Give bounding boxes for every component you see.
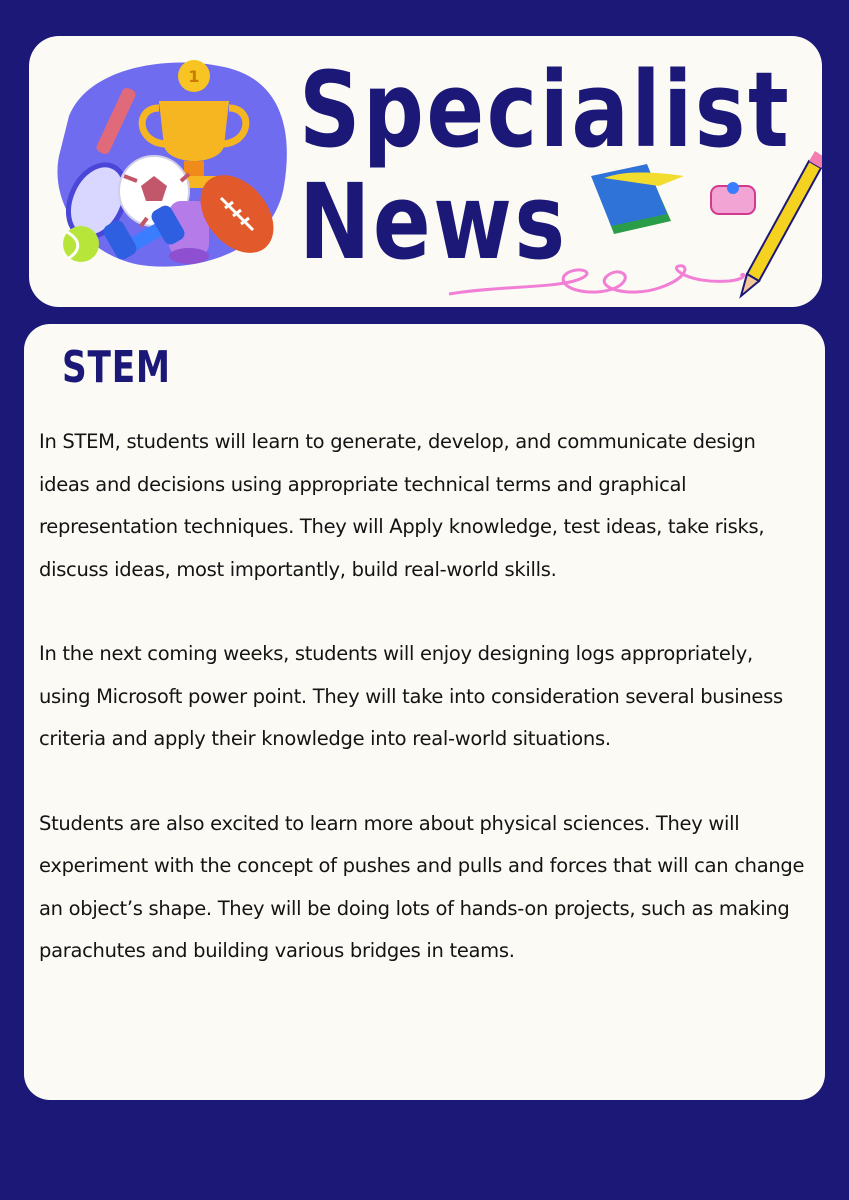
pencil-sharpener-icon bbox=[711, 182, 755, 214]
page-title-line-2: News bbox=[299, 161, 568, 283]
section-title: STEM bbox=[62, 342, 171, 393]
pencil-icon bbox=[741, 151, 822, 296]
tennis-ball-icon bbox=[63, 226, 99, 262]
article-body bbox=[39, 421, 809, 1015]
paragraph: Students are also excited to learn more about physical sciences. They will experiment with the concept of pushes and pulls and forces that will can change an object’s shape. They will be doing lots of hands-on projects, such as making parachutes and building various bridges in teams. bbox=[39, 811, 805, 962]
header-card bbox=[29, 36, 822, 307]
page-title-line-1: Specialist bbox=[299, 49, 792, 171]
book-icon bbox=[591, 164, 684, 234]
paragraph: In the next coming weeks, students will enjoy designing logs appropriately, using Microsoft power point. They will take into consideration several business criteria and apply their knowledge into real-world situations. bbox=[39, 642, 783, 750]
svg-text:1: 1 bbox=[188, 67, 200, 86]
sports-illustration bbox=[57, 60, 288, 267]
paragraph: In STEM, students will learn to generate, develop, and communicate design ideas and decisions using appropriate technical terms and graphical representation techniques. They will Apply knowledge, test ideas, take risks, discuss ideas, most importantly, build real-world skills. bbox=[39, 430, 765, 581]
content-card bbox=[24, 324, 825, 1100]
